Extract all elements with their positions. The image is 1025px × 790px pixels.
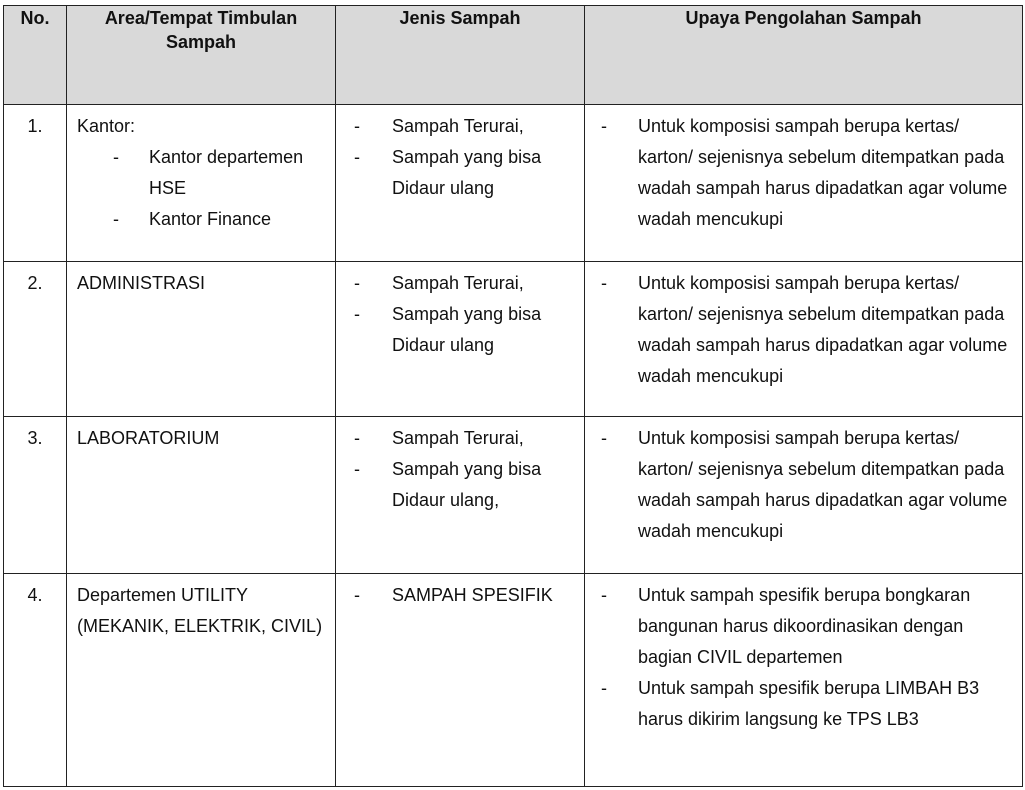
area-sub-label: Kantor departemen HSE — [149, 147, 304, 198]
dash-bullet-icon: - — [601, 116, 607, 136]
jenis-cell — [336, 262, 585, 417]
area-cell — [67, 417, 336, 574]
list-item — [336, 111, 584, 142]
list-item — [585, 111, 1022, 235]
table-header — [4, 6, 1023, 105]
list-item — [585, 673, 1022, 735]
area-name: ADMINISTRASI — [77, 273, 206, 293]
table-row — [4, 105, 1023, 262]
row-number: 3. — [4, 417, 67, 574]
list-item — [585, 580, 1022, 673]
dash-bullet-icon: - — [601, 585, 607, 605]
list-item — [336, 142, 584, 204]
dash-bullet-icon: - — [354, 147, 360, 167]
list-item — [336, 580, 584, 611]
upaya-cell — [585, 262, 1023, 417]
upaya-text: Untuk sampah spesifik berupa bongkaran bangunan harus dikoordinasikan dengan bagian CIVIL departemen — [638, 585, 971, 667]
dash-bullet-icon: - — [601, 273, 607, 293]
table-row — [4, 262, 1023, 417]
row-number: 1. — [4, 105, 67, 262]
area-sublist — [77, 142, 329, 235]
dash-bullet-icon: - — [354, 304, 360, 324]
jenis-label: Sampah Terurai, — [392, 428, 524, 448]
area-sub-label: Kantor Finance — [149, 209, 272, 229]
area-cell — [67, 105, 336, 262]
list-item — [585, 268, 1022, 392]
row-number: 4. — [4, 574, 67, 787]
list-item — [336, 299, 584, 361]
area-name: Departemen UTILITY (MEKANIK, ELEKTRIK, CIVIL) — [77, 585, 323, 636]
dash-bullet-icon: - — [113, 209, 119, 229]
table-row — [4, 574, 1023, 787]
header-jenis: Jenis Sampah — [336, 6, 585, 105]
dash-bullet-icon: - — [354, 116, 360, 136]
area-name: Kantor: — [77, 116, 136, 136]
jenis-label: Sampah yang bisa Didaur ulang — [392, 304, 542, 355]
dash-bullet-icon: - — [601, 678, 607, 698]
upaya-cell — [585, 417, 1023, 574]
dash-bullet-icon: - — [113, 147, 119, 167]
upaya-text: Untuk komposisi sampah berupa kertas/ karton/ sejenisnya sebelum ditempatkan pada wadah sampah harus dipadatkan agar volume wadah mencukupi — [638, 116, 1008, 229]
jenis-label: Sampah yang bisa Didaur ulang — [392, 147, 542, 198]
upaya-list — [585, 580, 1022, 735]
header-area: Area/Tempat Timbulan Sampah — [67, 6, 336, 105]
header-upaya: Upaya Pengolahan Sampah — [585, 6, 1023, 105]
jenis-label: Sampah Terurai, — [392, 116, 524, 136]
list-item — [336, 454, 584, 516]
upaya-list — [585, 111, 1022, 235]
area-name: LABORATORIUM — [77, 428, 220, 448]
list-item — [336, 423, 584, 454]
area-cell — [67, 262, 336, 417]
row-number: 2. — [4, 262, 67, 417]
jenis-cell — [336, 417, 585, 574]
list-item — [77, 204, 329, 235]
upaya-list — [585, 268, 1022, 392]
jenis-label: Sampah yang bisa Didaur ulang, — [392, 459, 542, 510]
dash-bullet-icon: - — [354, 273, 360, 293]
upaya-text: Untuk komposisi sampah berupa kertas/ karton/ sejenisnya sebelum ditempatkan pada wadah sampah harus dipadatkan agar volume wadah mencukupi — [638, 428, 1008, 541]
upaya-text: Untuk sampah spesifik berupa LIMBAH B3 harus dikirim langsung ke TPS LB3 — [638, 678, 980, 729]
dash-bullet-icon: - — [354, 428, 360, 448]
dash-bullet-icon: - — [354, 585, 360, 605]
upaya-text: Untuk komposisi sampah berupa kertas/ karton/ sejenisnya sebelum ditempatkan pada wadah sampah harus dipadatkan agar volume wadah mencukupi — [638, 273, 1008, 386]
jenis-cell — [336, 105, 585, 262]
jenis-list — [336, 111, 584, 204]
list-item — [585, 423, 1022, 547]
jenis-list — [336, 268, 584, 361]
jenis-cell — [336, 574, 585, 787]
upaya-cell — [585, 574, 1023, 787]
jenis-list — [336, 580, 584, 611]
waste-management-table — [3, 5, 1023, 787]
jenis-list — [336, 423, 584, 516]
table-row — [4, 417, 1023, 574]
header-row — [4, 6, 1023, 105]
jenis-label: Sampah Terurai, — [392, 273, 524, 293]
list-item — [336, 268, 584, 299]
dash-bullet-icon: - — [354, 459, 360, 479]
jenis-label: SAMPAH SPESIFIK — [392, 585, 553, 605]
dash-bullet-icon: - — [601, 428, 607, 448]
upaya-cell — [585, 105, 1023, 262]
list-item — [77, 142, 329, 204]
upaya-list — [585, 423, 1022, 547]
header-no: No. — [4, 6, 67, 105]
table-body — [4, 105, 1023, 787]
area-cell — [67, 574, 336, 787]
